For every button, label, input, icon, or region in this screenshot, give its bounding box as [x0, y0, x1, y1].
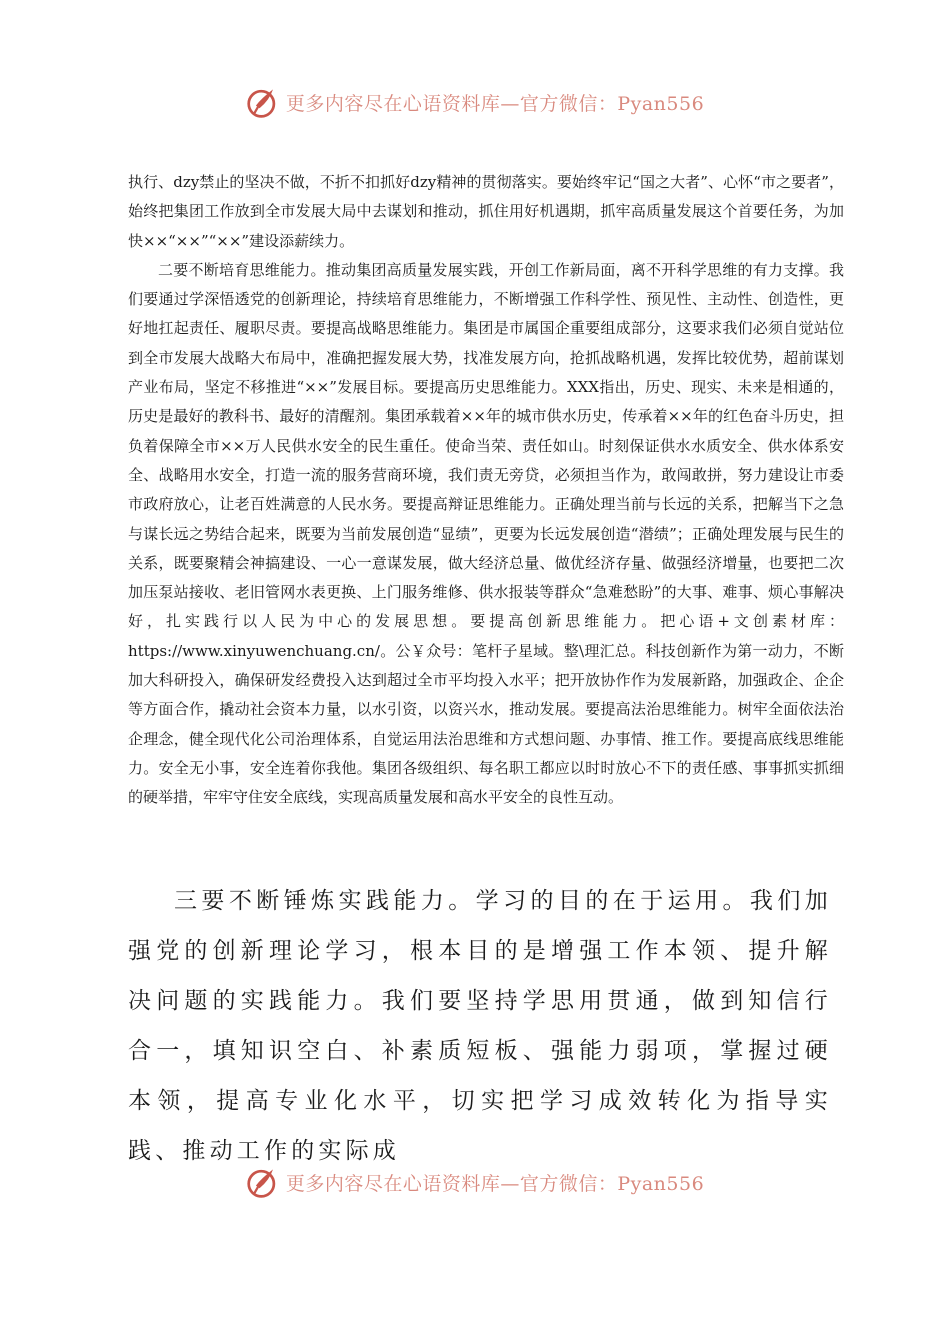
paragraph-practice-ability: 三要不断锤炼实践能力。学习的目的在于运用。我们加强党的创新理论学习，根本目的是增强工作本领、提升解决问题的实践能力。我们要坚持学思用贯通，做到知信行合一，填知识空白、补素质短板、强能力弱项，掌握过硬本领，提高专业化水平，切实把学习成效转化为指导实践、推动工作的实际成	[128, 888, 832, 1164]
document-body-small	[128, 168, 844, 813]
footer-banner	[0, 1157, 950, 1207]
paragraph-continuation: 执行、dzy禁止的坚决不做，不折不扣抓好dzy精神的贯彻落实。要始终牢记“国之大者”、心怀“市之要者”，始终把集团工作放到全市发展大局中去谋划和推动，抓住用好机遇期，抓牢高质量发展这个首要任务，为加快××“××”“××”建设添薪续力。	[128, 173, 844, 250]
footer-banner-text: 更多内容尽在心语资料库—官方微信：Pyan556	[285, 1172, 705, 1195]
header-banner-text: 更多内容尽在心语资料库—官方微信：Pyan556	[285, 92, 705, 115]
header-banner	[0, 77, 950, 127]
quill-logo-icon	[246, 84, 282, 120]
document-body-large	[128, 876, 832, 1176]
paragraph-thinking-ability: 二要不断培育思维能力。推动集团高质量发展实践，开创工作新局面，离不开科学思维的有力支撑。我们要通过学深悟透党的创新理论，持续培育思维能力，不断增强工作科学性、预见性、主动性、创造性，更好地扛起责任、履职尽责。要提高战略思维能力。集团是市属国企重要组成部分，这要求我们必须自觉站位到全市发展大战略大布局中，准确把握发展大势，找准发展方向，抢抓战略机遇，发挥比较优势，超前谋划产业布局，坚定不移推进“××”发展目标。要提高历史思维能力。XXX指出，历史、现实、未来是相通的，历史是最好的教科书、最好的清醒剂。集团承载着××年的城市供水历史，传承着××年的红色奋斗历史，担负着保障全市××万人民供水安全的民生重任。使命当荣、责任如山。时刻保证供水水质安全、供水体系安全、战略用水安全，打造一流的服务营商环境，我们责无旁贷，必须担当作为，敢闯敢拼，努力建设让市委市政府放心，让老百姓满意的人民水务。要提高辩证思维能力。正确处理当前与长远的关系，把解当下之急与谋长远之势结合起来，既要为当前发展创造“显绩”，更要为长远发展创造“潜绩”；正确处理发展与民生的关系，既要聚精会神搞建设、一心一意谋发展，做大经济总量、做优经济存量、做强经济增量，也要把二次加压泵站接收、老旧管网水表更换、上门服务维修、供水报装等群众“急难愁盼”的大事、难事、烦心事解决好，扎实践行以人民为中心的发展思想。要提高创新思维能力。把心语+文创素材库：https://www.xinyuwenchuang.cn/。公￥众号：笔杆子星域。整\理汇总。科技创新作为第一动力，不断加大科研投入，确保研发经费投入达到超过全市平均投入水平；把开放协作作为发展新路，加强政企、企企等方面合作，撬动社会资本力量，以水引资，以资兴水，推动发展。要提高法治思维能力。树牢全面依法治企理念，健全现代化公司治理体系，自觉运用法治思维和方式想问题、办事情、推工作。要提高底线思维能力。安全无小事，安全连着你我他。集团各级组织、每名职工都应以时时放心不下的责任感、事事抓实抓细的硬举措，牢牢守住安全底线，实现高质量发展和高水平安全的良性互动。	[128, 260, 844, 807]
quill-logo-icon	[246, 1164, 282, 1200]
